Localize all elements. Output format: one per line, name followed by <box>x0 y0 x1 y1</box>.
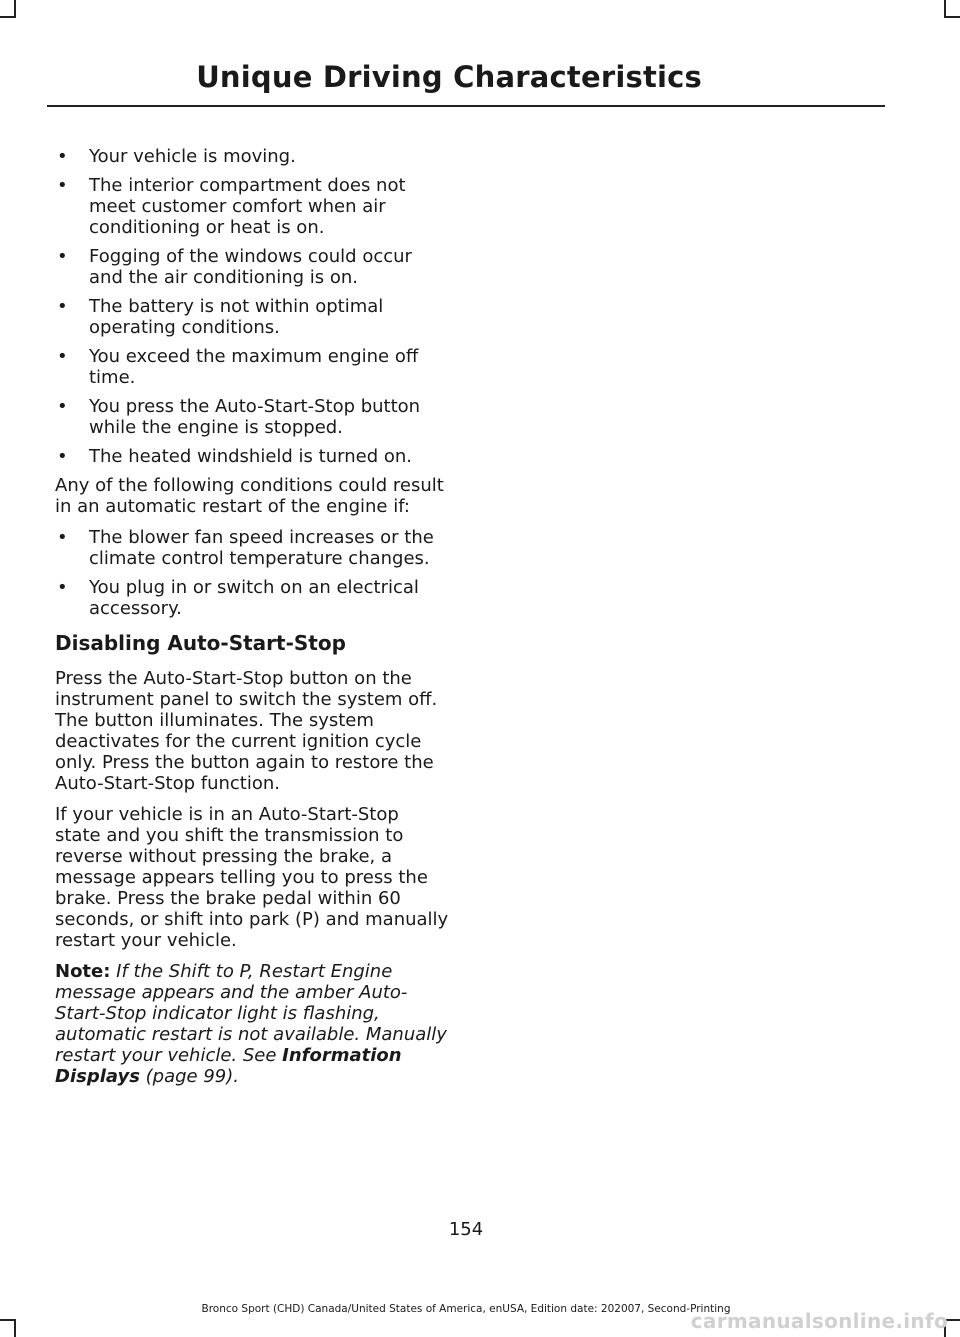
section-heading: Disabling Auto-Start-Stop <box>55 631 346 655</box>
crop-mark-top-left <box>0 16 16 18</box>
page-number: 154 <box>448 1219 484 1240</box>
note-label: Note: <box>55 961 111 982</box>
list-item-text: Fogging of the windows could occur and the air conditioning is on. <box>89 246 412 288</box>
list-item-text: The heated windshield is turned on. <box>89 446 412 467</box>
bullet-icon: • <box>57 246 68 267</box>
watermark: carmanualsonline.info <box>690 1309 948 1333</box>
list-item-text: You plug in or switch on an electrical accessory. <box>89 577 419 619</box>
bullet-icon: • <box>57 175 68 196</box>
restart-paragraph: Any of the following conditions could result in an automatic restart of the engine if: <box>55 475 444 517</box>
disable-paragraph: Press the Auto-Start-Stop button on the instrument panel to switch the system off. The button illuminates. The system deactivates for the current ignition cycle only. Press the button again to restore the Auto-Start-Stop function. <box>55 668 438 794</box>
bullet-icon: • <box>57 577 68 598</box>
crop-mark-bottom-left <box>0 1319 16 1321</box>
list-item-text: You press the Auto-Start-Stop button while the engine is stopped. <box>89 396 421 438</box>
note-page-ref: (page 99). <box>139 1066 239 1087</box>
bullet-icon: • <box>57 527 68 548</box>
note-paragraph <box>55 961 450 1087</box>
list-item-text: The interior compartment does not meet customer comfort when air conditioning or heat is on. <box>89 175 406 238</box>
list-item <box>55 396 450 438</box>
footer-text: Bronco Sport (CHD) Canada/United States of America, enUSA, Edition date: 202007, Second-Printing <box>201 1303 731 1315</box>
list-item-text: The blower fan speed increases or the climate control temperature changes. <box>89 527 434 569</box>
note-text: If the Shift to P, Restart Engine message appears and the amber Auto-Start-Stop indicator light is flashing, automatic restart is not available. Manually restart your vehicle. See <box>55 961 447 1066</box>
page-title: Unique Driving Characteristics <box>196 60 702 94</box>
bullet-icon: • <box>57 446 68 467</box>
bullet-icon: • <box>57 346 68 367</box>
bullet-icon: • <box>57 296 68 317</box>
list-item <box>55 296 450 338</box>
crop-mark-top-right <box>944 16 960 18</box>
reverse-paragraph: If your vehicle is in an Auto-Start-Stop state and you shift the transmission to reverse without pressing the brake, a message appears telling you to press the brake. Press the brake pedal within 60 seconds, or shift into park (P) and manually restart your vehicle. <box>55 804 449 951</box>
list-item <box>55 577 450 619</box>
list-item <box>55 527 450 569</box>
restart-conditions-list <box>55 527 450 619</box>
crop-mark-bottom-left <box>14 1319 16 1337</box>
list-item <box>55 446 450 467</box>
list-item-text: Your vehicle is moving. <box>89 146 296 167</box>
information-displays-link[interactable]: Information Displays <box>55 1045 402 1087</box>
bullet-icon: • <box>57 396 68 417</box>
page-content <box>55 146 450 1097</box>
list-item <box>55 346 450 388</box>
header-rule <box>47 105 885 107</box>
bullet-icon: • <box>57 146 68 167</box>
list-item <box>55 146 450 167</box>
list-item-text: You exceed the maximum engine off time. <box>89 346 419 388</box>
conditions-list <box>55 146 450 467</box>
list-item <box>55 246 450 288</box>
list-item <box>55 175 450 238</box>
list-item-text: The battery is not within optimal operating conditions. <box>89 296 384 338</box>
